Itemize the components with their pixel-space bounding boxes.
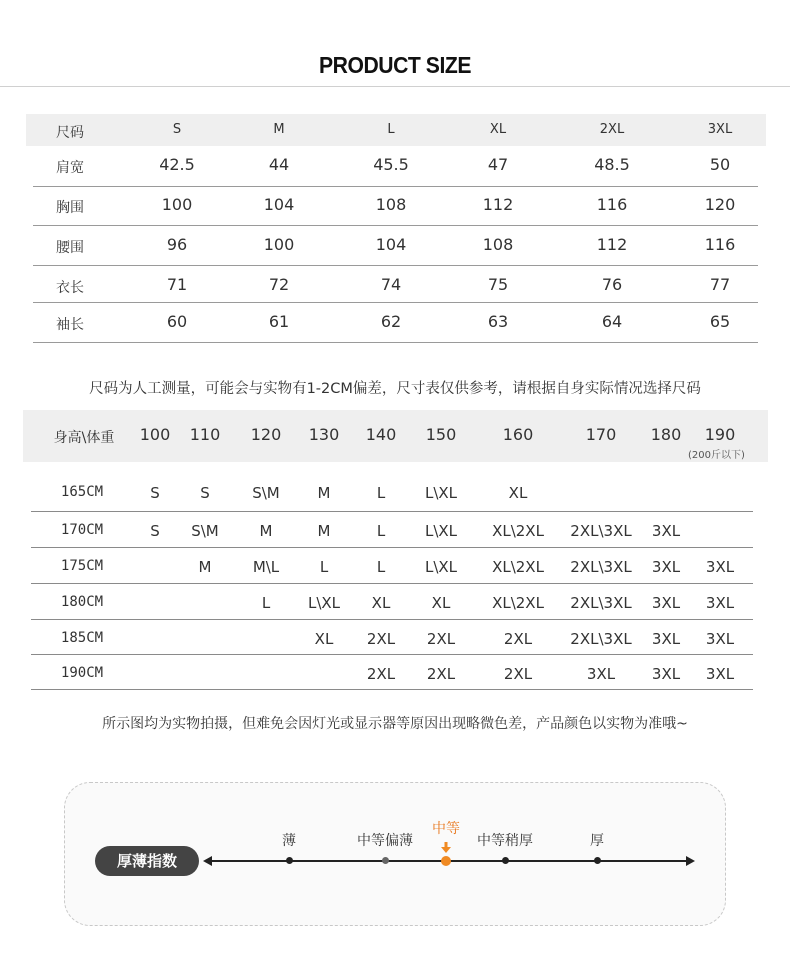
size-value-cell: 75 <box>487 275 509 294</box>
size-recommendation-cell: M <box>317 484 331 502</box>
selected-indicator-arrow-icon <box>441 842 451 854</box>
thickness-level-marker <box>594 857 601 864</box>
size-recommendation-cell: 3XL <box>651 522 681 540</box>
title-divider <box>0 86 790 87</box>
hw-table-row <box>31 475 753 512</box>
size-value-cell: 44 <box>268 155 290 174</box>
axis-right-arrow-icon <box>686 856 695 866</box>
size-value-cell: 61 <box>268 312 290 331</box>
size-value-cell: 63 <box>487 312 509 331</box>
size-recommendation-cell: XL <box>314 630 334 648</box>
size-recommendation-cell: M <box>317 522 331 540</box>
size-value-cell: 45.5 <box>373 155 409 174</box>
size-value-cell: 50 <box>709 155 731 174</box>
size-recommendation-cell: M\L <box>252 558 280 576</box>
weight-limit-note: (200斤以下) <box>688 450 745 461</box>
size-recommendation-cell: XL <box>431 594 451 612</box>
size-value-cell: 104 <box>263 195 295 214</box>
color-note: 所示图均为实物拍摄，但难免会因灯光或显示器等原因出现略微色差，产品颜色以实物为准哦~ <box>102 716 688 732</box>
thickness-level-label: 薄 <box>282 833 296 849</box>
thickness-level-label: 中等偏薄 <box>357 833 413 849</box>
size-recommendation-cell: 2XL <box>366 630 396 648</box>
weight-header-cell: 170 <box>585 425 617 444</box>
hw-table-row <box>31 584 753 620</box>
size-value-cell: 72 <box>268 275 290 294</box>
size-recommendation-cell: XL\2XL <box>492 522 544 540</box>
size-header-cell: S <box>172 122 182 137</box>
height-label: 190CM <box>60 665 104 681</box>
size-table-header <box>26 114 766 146</box>
size-value-cell: 62 <box>380 312 402 331</box>
size-recommendation-cell: M <box>198 558 212 576</box>
size-value-cell: 108 <box>375 195 407 214</box>
size-header-cell: M <box>273 122 285 137</box>
size-recommendation-cell: 2XL\3XL <box>570 558 632 576</box>
height-label: 170CM <box>60 522 104 538</box>
size-recommendation-cell: 2XL <box>503 665 533 683</box>
size-recommendation-cell: 3XL <box>705 630 735 648</box>
weight-header-cell: 160 <box>502 425 534 444</box>
size-table-row <box>33 226 758 266</box>
size-recommendation-cell: L <box>376 484 386 502</box>
size-table-row <box>33 266 758 303</box>
size-recommendation-cell: XL <box>371 594 391 612</box>
size-recommendation-cell: L <box>319 558 329 576</box>
weight-header-cell: 110 <box>189 425 221 444</box>
weight-header-cell: 120 <box>250 425 282 444</box>
weight-header-cell: 140 <box>365 425 397 444</box>
size-row-label: 肩宽 <box>56 160 84 176</box>
size-value-cell: 116 <box>704 235 736 254</box>
size-value-cell: 100 <box>263 235 295 254</box>
size-value-cell: 65 <box>709 312 731 331</box>
size-recommendation-cell: 3XL <box>651 630 681 648</box>
size-recommendation-cell: S <box>150 522 160 540</box>
thickness-level-marker <box>286 857 293 864</box>
weight-header-cell: 100 <box>139 425 171 444</box>
size-recommendation-cell: 3XL <box>651 594 681 612</box>
thickness-level-marker <box>441 856 451 866</box>
size-recommendation-cell: XL\2XL <box>492 594 544 612</box>
weight-header-cell: 130 <box>308 425 340 444</box>
size-recommendation-cell: L\XL <box>424 522 458 540</box>
height-label: 180CM <box>60 594 104 610</box>
size-row-label: 胸围 <box>56 200 84 216</box>
size-recommendation-cell: S <box>150 484 160 502</box>
thickness-level-label: 中等 <box>432 821 460 837</box>
size-value-cell: 60 <box>166 312 188 331</box>
hw-table-row <box>31 512 753 548</box>
height-label: 165CM <box>60 484 104 500</box>
size-value-cell: 112 <box>482 195 514 214</box>
size-value-cell: 108 <box>482 235 514 254</box>
size-recommendation-cell: 2XL <box>366 665 396 683</box>
size-recommendation-cell: XL <box>508 484 528 502</box>
size-recommendation-cell: XL\2XL <box>492 558 544 576</box>
size-header-cell: L <box>387 122 395 137</box>
hw-table-row <box>31 655 753 690</box>
thickness-level-label: 中等稍厚 <box>477 833 533 849</box>
size-recommendation-cell: 2XL <box>426 665 456 683</box>
size-table-row <box>33 186 758 226</box>
size-value-cell: 42.5 <box>159 155 195 174</box>
size-header-cell: 3XL <box>707 122 733 137</box>
size-recommendation-cell: 2XL <box>426 630 456 648</box>
size-recommendation-cell: L\XL <box>424 484 458 502</box>
size-recommendation-cell: 2XL\3XL <box>570 630 632 648</box>
size-row-label: 衣长 <box>56 280 84 296</box>
size-recommendation-cell: 3XL <box>586 665 616 683</box>
size-recommendation-cell: M <box>259 522 273 540</box>
axis-left-arrow-icon <box>203 856 212 866</box>
size-recommendation-cell: L <box>376 522 386 540</box>
weight-header-cell: 190 <box>704 425 736 444</box>
size-recommendation-cell: 2XL <box>503 630 533 648</box>
thickness-level-marker <box>502 857 509 864</box>
size-recommendation-cell: 3XL <box>651 558 681 576</box>
size-header-cell: XL <box>489 122 507 137</box>
page-title: PRODUCT SIZE <box>318 52 472 78</box>
size-recommendation-cell: L\XL <box>424 558 458 576</box>
size-recommendation-cell: 3XL <box>705 594 735 612</box>
size-value-cell: 112 <box>596 235 628 254</box>
size-recommendation-cell: S\M <box>252 484 280 502</box>
hw-table-row <box>31 620 753 655</box>
height-label: 185CM <box>60 630 104 646</box>
size-value-cell: 71 <box>166 275 188 294</box>
size-recommendation-cell: L <box>261 594 271 612</box>
size-value-cell: 77 <box>709 275 731 294</box>
size-table-row <box>33 303 758 343</box>
size-recommendation-cell: 2XL\3XL <box>570 594 632 612</box>
size-row-label: 腰围 <box>56 240 84 256</box>
size-row-label: 袖长 <box>56 317 84 333</box>
size-value-cell: 116 <box>596 195 628 214</box>
size-table-row <box>33 146 758 187</box>
measure-note: 尺码为人工测量，可能会与实物有1-2CM偏差，尺寸表仅供参考，请根据自身实际情况选择尺码 <box>89 381 701 397</box>
size-value-cell: 74 <box>380 275 402 294</box>
size-value-cell: 47 <box>487 155 509 174</box>
size-value-cell: 104 <box>375 235 407 254</box>
size-header-cell: 2XL <box>599 122 625 137</box>
size-recommendation-cell: 3XL <box>705 665 735 683</box>
size-value-cell: 96 <box>166 235 188 254</box>
height-label: 175CM <box>60 558 104 574</box>
weight-header-cell: 180 <box>650 425 682 444</box>
size-value-cell: 48.5 <box>594 155 630 174</box>
size-header-cell: 尺码 <box>56 125 84 141</box>
hw-header-label: 身高\体重 <box>53 430 115 446</box>
size-recommendation-cell: L\XL <box>307 594 341 612</box>
size-value-cell: 76 <box>601 275 623 294</box>
thickness-label: 厚薄指数 <box>95 846 199 876</box>
thickness-level-label: 厚 <box>590 833 604 849</box>
size-value-cell: 100 <box>161 195 193 214</box>
size-recommendation-cell: L <box>376 558 386 576</box>
hw-table-row <box>31 548 753 584</box>
size-recommendation-cell: 3XL <box>651 665 681 683</box>
size-recommendation-cell: 3XL <box>705 558 735 576</box>
thickness-level-marker <box>382 857 389 864</box>
size-recommendation-cell: 2XL\3XL <box>570 522 632 540</box>
size-recommendation-cell: S <box>200 484 210 502</box>
weight-header-cell: 150 <box>425 425 457 444</box>
size-value-cell: 120 <box>704 195 736 214</box>
size-value-cell: 64 <box>601 312 623 331</box>
hw-table-header <box>23 410 768 462</box>
size-recommendation-cell: S\M <box>191 522 219 540</box>
